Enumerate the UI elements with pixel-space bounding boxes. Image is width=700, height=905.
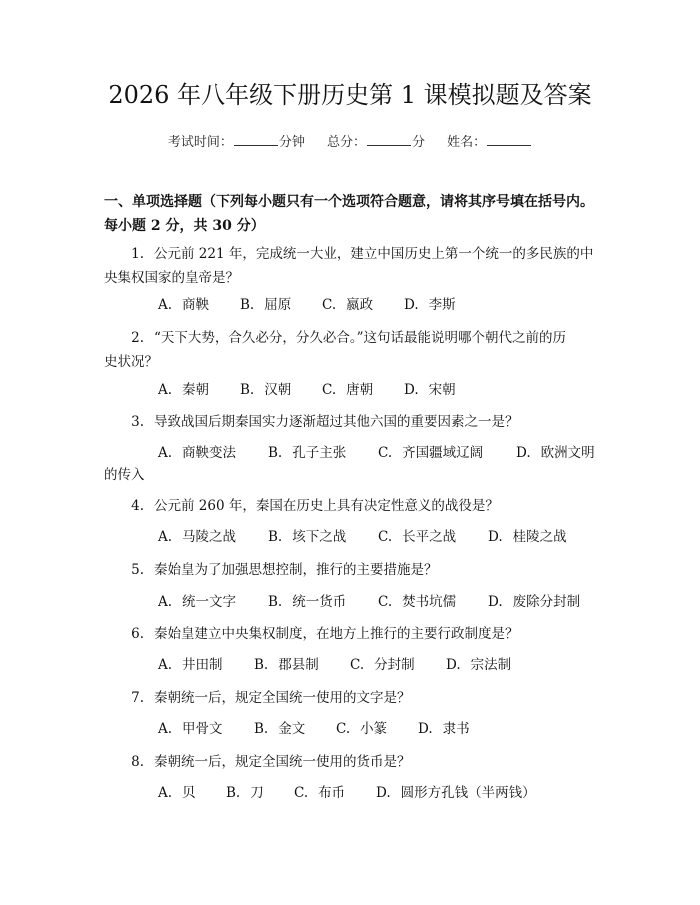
option-letter: D. — [446, 657, 461, 673]
option-d-continued: 的传入 — [104, 467, 145, 483]
option-b[interactable] — [240, 380, 322, 400]
option-letter: C. — [378, 594, 393, 610]
question-5 — [104, 558, 600, 582]
exam-time-unit: 分钟 — [278, 135, 305, 150]
option-text: 李斯 — [428, 297, 456, 313]
question-text: 秦朝统一后，规定全国统一使用的货币是？ — [154, 754, 411, 770]
option-text: 长平之战 — [402, 529, 457, 545]
option-text: 焚书坑儒 — [402, 594, 457, 610]
section-heading-line2: 每小题 2 分，共 30 分） — [104, 218, 265, 234]
option-letter: A. — [158, 657, 173, 673]
option-letter: A. — [158, 445, 173, 461]
option-text: 宋朝 — [428, 382, 456, 398]
option-b[interactable] — [268, 443, 378, 463]
option-text: 屈原 — [264, 297, 292, 313]
option-c[interactable] — [322, 295, 404, 315]
option-a[interactable] — [158, 719, 254, 739]
option-letter: B. — [268, 529, 283, 545]
question-number: 2. — [131, 330, 144, 346]
question-6 — [104, 622, 600, 646]
option-letter: B. — [268, 594, 283, 610]
option-a[interactable] — [158, 295, 240, 315]
option-d[interactable] — [404, 295, 456, 315]
option-text: 刀 — [250, 785, 264, 801]
question-text: 公元前 221 年，完成统一大业，建立中国历史上第一个统一的多民族的中 — [154, 246, 594, 262]
option-letter: D. — [516, 445, 531, 461]
question-number: 4. — [131, 498, 144, 514]
option-c[interactable] — [322, 380, 404, 400]
option-letter: B. — [226, 785, 241, 801]
question-text: “天下大势，合久必分，分久必合。”这句话最能说明哪个朝代之前的历 — [154, 330, 567, 346]
option-d[interactable] — [446, 655, 511, 675]
option-text: 布币 — [318, 785, 346, 801]
option-text: 商鞅变法 — [182, 445, 237, 461]
option-letter: A. — [158, 594, 173, 610]
option-letter: A. — [158, 529, 173, 545]
option-b[interactable] — [240, 295, 322, 315]
option-d[interactable] — [404, 380, 456, 400]
option-text: 小篆 — [360, 721, 388, 737]
option-letter: D. — [488, 529, 503, 545]
option-letter: C. — [378, 445, 393, 461]
option-b[interactable] — [226, 783, 294, 803]
total-score-label: 总分： — [326, 135, 366, 150]
option-letter: D. — [404, 382, 419, 398]
option-d[interactable] — [516, 443, 595, 463]
question-number: 6. — [131, 626, 144, 642]
option-letter: B. — [240, 382, 255, 398]
section-heading-line1: 一、单项选择题（下列每小题只有一个选项符合题意，请将其序号填在括号内。 — [104, 194, 594, 210]
question-2-options — [158, 380, 608, 400]
option-text: 孔子主张 — [292, 445, 347, 461]
option-letter: D. — [376, 785, 391, 801]
question-text-cont: 央集权国家的皇帝是？ — [104, 270, 239, 286]
question-number: 8. — [131, 754, 144, 770]
question-7-options — [158, 719, 608, 739]
option-b[interactable] — [254, 655, 350, 675]
option-letter: C. — [294, 785, 309, 801]
option-b[interactable] — [254, 719, 336, 739]
option-c[interactable] — [350, 655, 446, 675]
total-score — [327, 132, 425, 153]
option-text: 贝 — [182, 785, 196, 801]
question-number: 7. — [131, 690, 144, 706]
option-text: 秦朝 — [182, 382, 210, 398]
question-number: 1. — [131, 246, 144, 262]
option-text: 金文 — [278, 721, 306, 737]
question-8-options — [158, 783, 608, 803]
option-c[interactable] — [294, 783, 376, 803]
exam-time-label: 考试时间： — [167, 135, 233, 150]
question-text: 导致战国后期秦国实力逐渐超过其他六国的重要因素之一是？ — [154, 414, 519, 430]
exam-meta — [0, 132, 700, 153]
option-text: 废除分封制 — [512, 594, 581, 610]
option-text: 齐国疆域辽阔 — [402, 445, 484, 461]
option-text: 马陵之战 — [182, 529, 237, 545]
option-d[interactable] — [488, 592, 580, 612]
exam-time — [168, 132, 305, 153]
question-7 — [104, 686, 600, 710]
section-heading — [104, 190, 604, 238]
question-6-options — [158, 655, 608, 675]
total-score-blank[interactable] — [367, 132, 411, 146]
option-c[interactable] — [336, 719, 418, 739]
option-text: 唐朝 — [346, 382, 374, 398]
option-text: 隶书 — [442, 721, 470, 737]
option-c[interactable] — [378, 443, 516, 463]
page-title: 2026 年八年级下册历史第 1 课模拟题及答案 — [108, 81, 592, 109]
option-a[interactable] — [158, 380, 240, 400]
question-number: 5. — [131, 562, 144, 578]
question-text: 秦朝统一后，规定全国统一使用的文字是？ — [154, 690, 411, 706]
option-c[interactable] — [378, 527, 488, 547]
option-letter: D. — [418, 721, 433, 737]
option-a[interactable] — [158, 783, 226, 803]
option-letter: B. — [254, 721, 269, 737]
option-b[interactable] — [268, 592, 378, 612]
option-d[interactable] — [488, 527, 567, 547]
option-a[interactable] — [158, 592, 268, 612]
option-text: 垓下之战 — [292, 529, 347, 545]
option-a[interactable] — [158, 655, 254, 675]
option-text: 统一文字 — [182, 594, 237, 610]
option-text: 嬴政 — [346, 297, 374, 313]
student-name — [447, 132, 532, 153]
question-5-options — [158, 592, 608, 612]
option-letter: C. — [322, 382, 337, 398]
question-text: 秦始皇建立中央集权制度，在地方上推行的主要行政制度是？ — [154, 626, 519, 642]
option-letter: B. — [240, 297, 255, 313]
student-name-blank[interactable] — [487, 132, 531, 146]
option-text: 宗法制 — [470, 657, 512, 673]
option-c[interactable] — [378, 592, 488, 612]
option-text: 汉朝 — [264, 382, 292, 398]
question-2 — [104, 326, 600, 374]
option-d[interactable] — [376, 783, 536, 803]
option-letter: B. — [254, 657, 269, 673]
question-3 — [104, 410, 600, 434]
question-number: 3. — [131, 414, 144, 430]
option-text: 郡县制 — [278, 657, 319, 673]
total-score-unit: 分 — [412, 135, 426, 150]
option-letter: C. — [322, 297, 337, 313]
option-text: 分封制 — [374, 657, 415, 673]
option-letter: C. — [336, 721, 351, 737]
option-text: 商鞅 — [182, 297, 210, 313]
option-a[interactable] — [158, 527, 268, 547]
option-letter: A. — [158, 721, 173, 737]
question-text: 秦始皇为了加强思想控制，推行的主要措施是？ — [154, 562, 438, 578]
question-text-cont: 史状况？ — [104, 354, 158, 370]
option-text: 桂陵之战 — [512, 529, 567, 545]
question-4-options — [158, 527, 608, 547]
option-letter: C. — [378, 529, 393, 545]
option-letter: D. — [404, 297, 419, 313]
option-a[interactable] — [158, 443, 268, 463]
option-b[interactable] — [268, 527, 378, 547]
option-text: 统一货币 — [292, 594, 347, 610]
option-text: 圆形方孔钱（半两钱） — [400, 785, 536, 801]
option-text: 井田制 — [182, 657, 223, 673]
option-letter: A. — [158, 382, 173, 398]
question-1-options — [158, 295, 608, 315]
option-d[interactable] — [418, 719, 470, 739]
question-3-options — [158, 443, 608, 463]
option-letter: C. — [350, 657, 365, 673]
option-letter: D. — [488, 594, 503, 610]
question-text: 公元前 260 年，秦国在历史上具有决定性意义的战役是？ — [154, 498, 499, 514]
student-name-label: 姓名： — [447, 135, 487, 150]
option-text: 甲骨文 — [182, 721, 223, 737]
option-letter: A. — [158, 297, 173, 313]
option-letter: A. — [158, 785, 173, 801]
option-text: 欧洲文明 — [540, 445, 595, 461]
option-letter: B. — [268, 445, 283, 461]
question-8 — [104, 750, 600, 774]
question-4 — [104, 494, 600, 518]
question-1 — [104, 242, 600, 290]
exam-time-blank[interactable] — [234, 132, 278, 146]
